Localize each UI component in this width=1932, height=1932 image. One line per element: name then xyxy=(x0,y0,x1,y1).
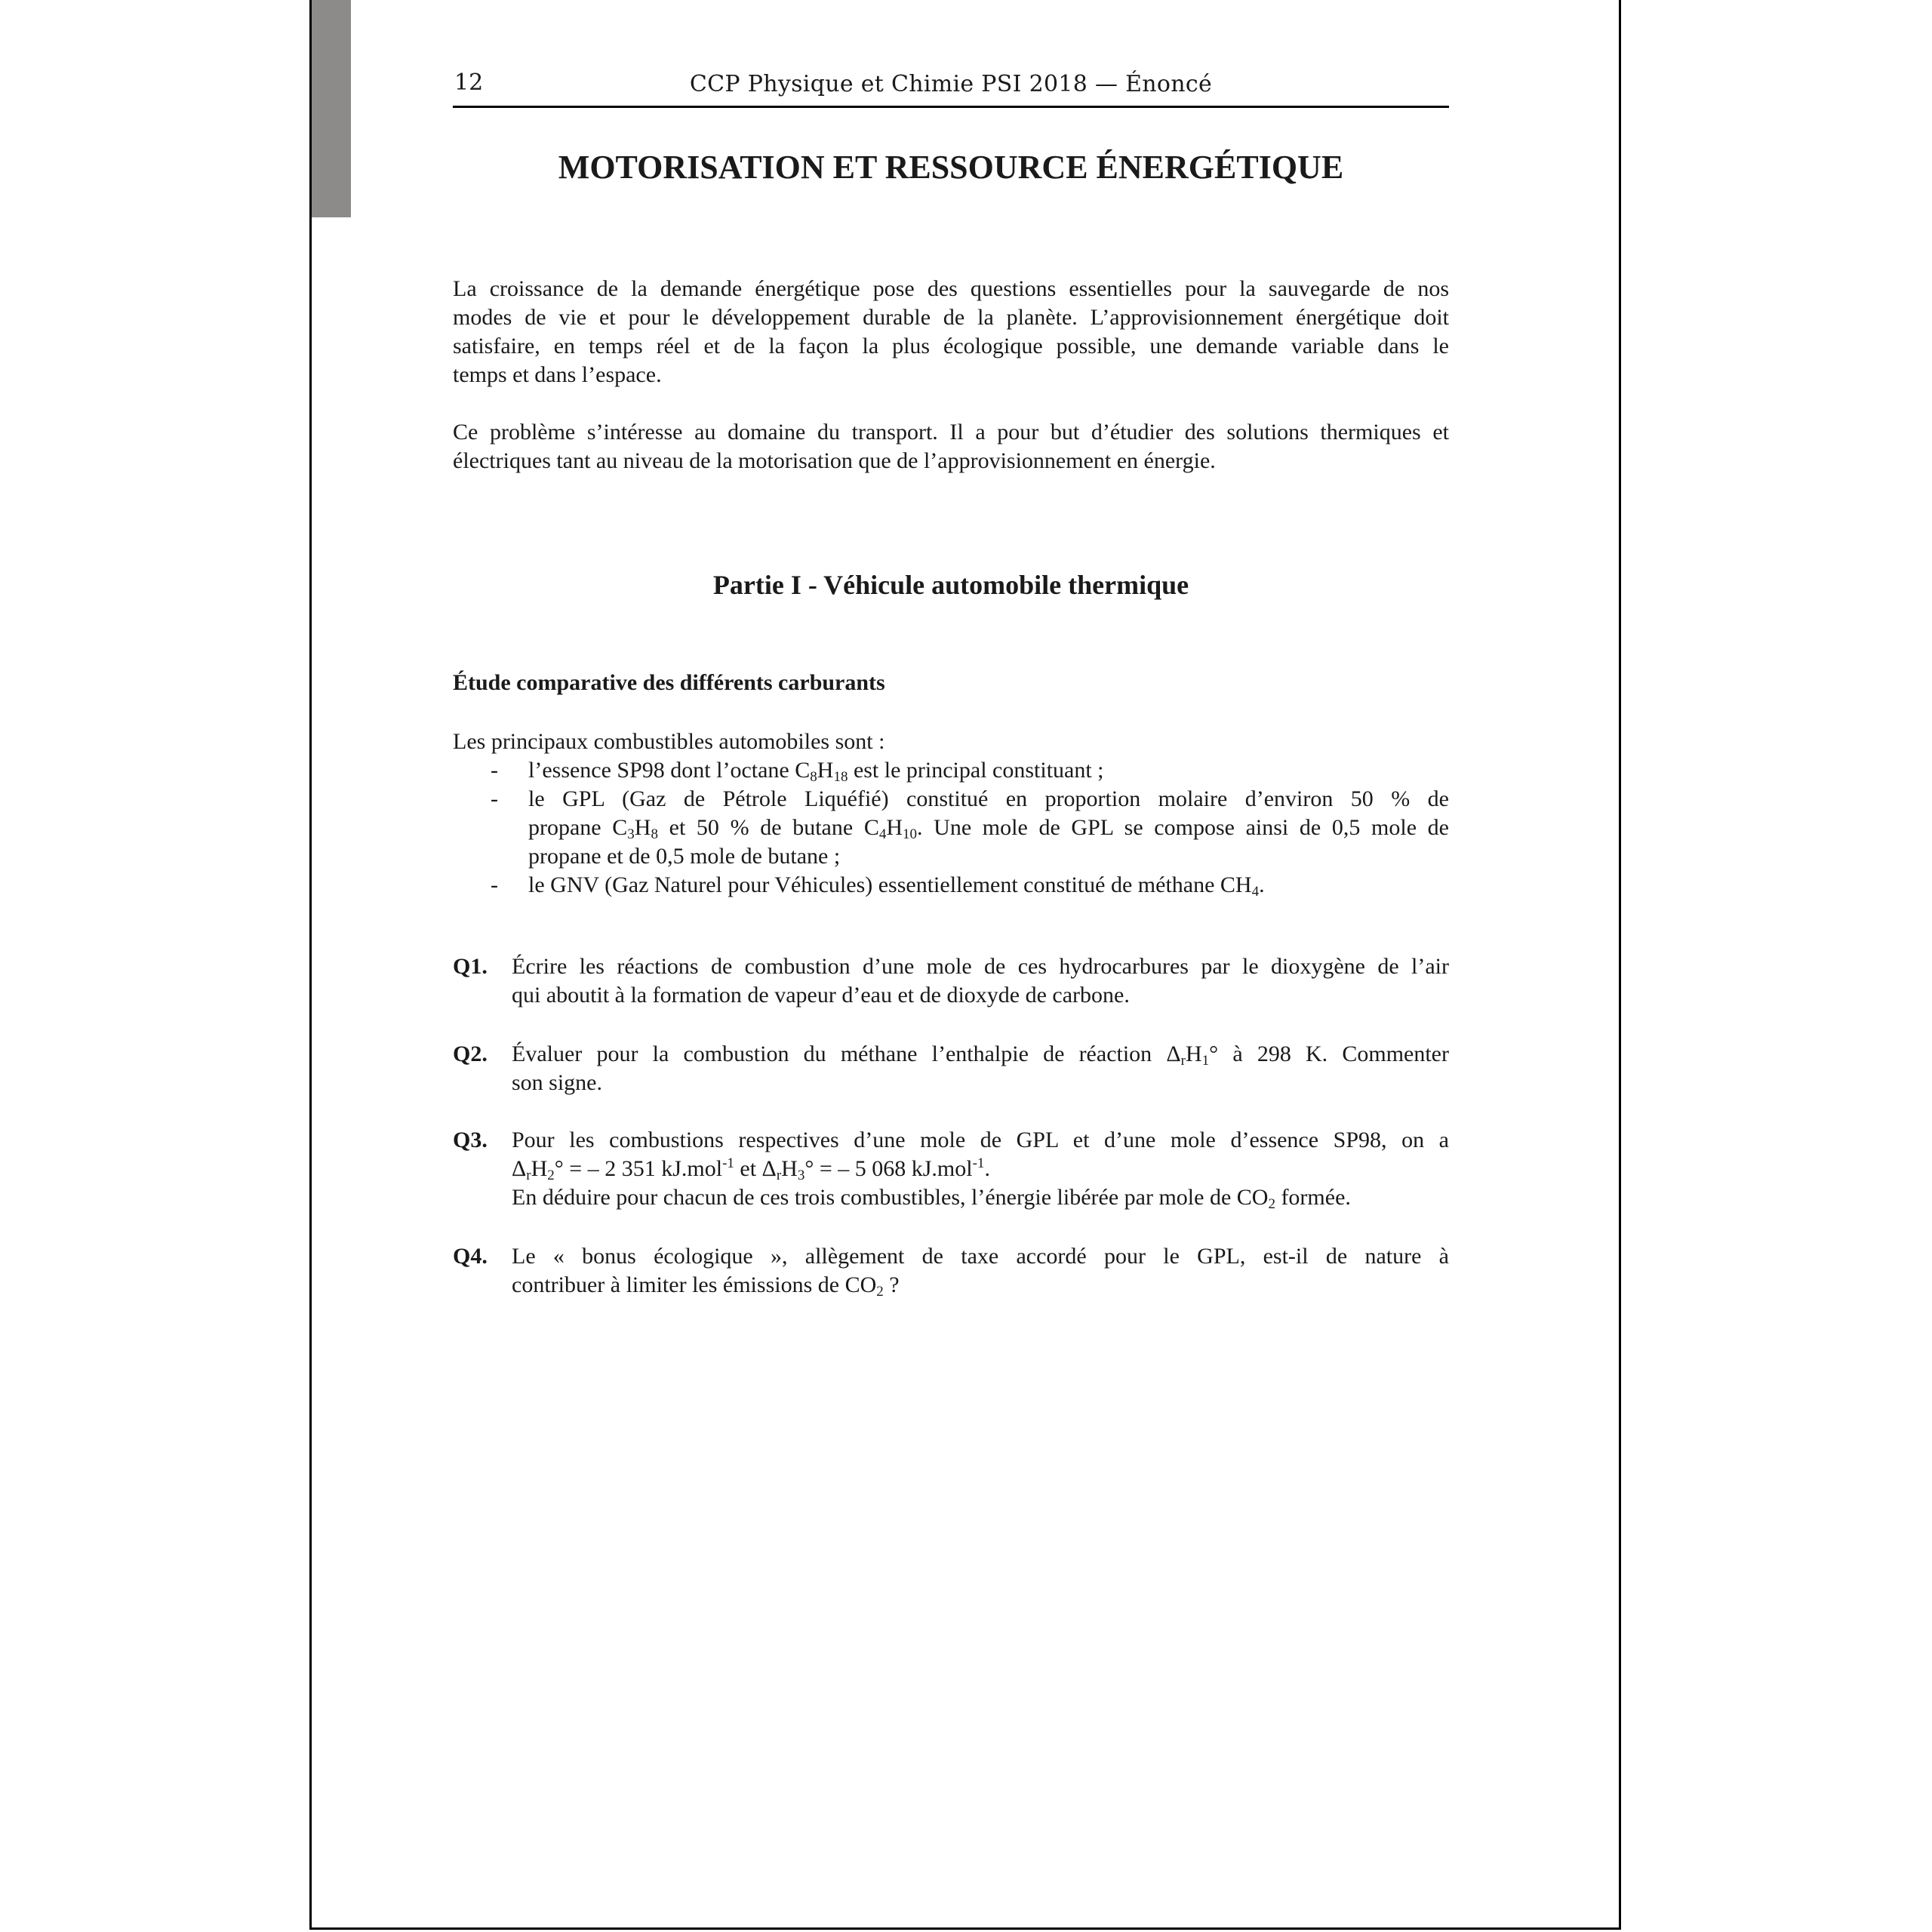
intro-p1-line: modes de vie et pour le développement durable de la planète. L’approvisionnement énergétique doit xyxy=(453,305,1449,330)
running-header xyxy=(453,69,1449,108)
part-title: Partie I - Véhicule automobile thermique xyxy=(712,570,1189,600)
page-number: 12 xyxy=(454,69,484,96)
question-label: Q3. xyxy=(453,1128,488,1152)
running-title: CCP Physique et Chimie PSI 2018 — Énoncé xyxy=(689,71,1213,97)
list-intro: Les principaux combustibles automobiles sont : xyxy=(453,729,885,754)
intro-paragraph-2 xyxy=(453,418,1449,475)
page-edge-tab xyxy=(312,0,351,217)
list-item: - l’essence SP98 dont l’octane $C_8H_{18}$ est le principal constituant ; xyxy=(491,758,1104,785)
intro-paragraph-1 xyxy=(453,275,1449,389)
intro-p2-line: électriques tant au niveau de la motorisation que de l’approvisionnement en énergie. xyxy=(453,448,1216,473)
intro-p2-line: Ce problème s’intéresse au domaine du transport. Il a pour but d’étudier des solutions thermiques et xyxy=(453,420,1449,445)
question-label: Q4. xyxy=(453,1244,488,1269)
intro-p1-line: temps et dans l’espace. xyxy=(453,362,662,387)
list-dash: - xyxy=(491,758,498,783)
document-title: MOTORISATION ET RESSOURCE ÉNERGÉTIQUE xyxy=(558,149,1344,186)
question-q1: Q1. Écrire les réactions de combustion d’une mole de ces hydrocarbures par le dioxygène de l’air qui aboutit à la formation de vapeur d’eau et de dioxyde de carbone. xyxy=(453,954,1449,1008)
question-label: Q1. xyxy=(453,954,488,979)
list-item: - le GNV (Gaz Naturel pour Véhicules) essentiellement constitué de méthane $CH_4$. xyxy=(491,872,1265,900)
question-q2: Q2. Évaluer pour la combustion du méthane l’enthalpie de réaction $\Delta_rH_1^\circ$ à 298 K. Commenter son signe. xyxy=(453,1041,1449,1095)
list-item: - le GPL (Gaz de Pétrole Liquéfié) constitué en proportion molaire d’environ 50 % de propane $C_3H_8$ et 50 % de butane $C_4H_{10}$. Une mole de GPL se compose ainsi de 0,5 mole de propane et de 0,5 mole de butane ; xyxy=(491,786,1449,869)
question-q4: Q4. Le « bonus écologique », allègement de taxe accordé pour le GPL, est-il de nature à contribuer à limiter les émissions de $CO_2$ ? xyxy=(453,1244,1449,1300)
list-dash: - xyxy=(491,872,498,897)
fuel-list-block xyxy=(453,728,1449,900)
list-dash: - xyxy=(491,786,498,811)
question-q3: Q3. Pour les combustions respectives d’une mole de GPL et d’une mole d’essence SP98, on a $\Delta_rH_2^\circ$ = – 2 351 kJ.mol$^{-1}$ et $\Delta_rH_3^\circ$ = – 5 068 kJ.mol$^{-1}$. En déduire pour chacun de ces trois combustibles, l’énergie libérée par mole de $CO_2$ formée. xyxy=(453,1128,1449,1212)
intro-p1-line: satisfaire, en temps réel et de la façon la plus écologique possible, une demande variable dans le xyxy=(453,334,1449,358)
section-title: Étude comparative des différents carburants xyxy=(453,670,885,695)
intro-p1-line: La croissance de la demande énergétique pose des questions essentielles pour la sauvegarde de nos xyxy=(453,276,1449,301)
question-label: Q2. xyxy=(453,1041,488,1066)
fuel-list xyxy=(453,756,1449,900)
